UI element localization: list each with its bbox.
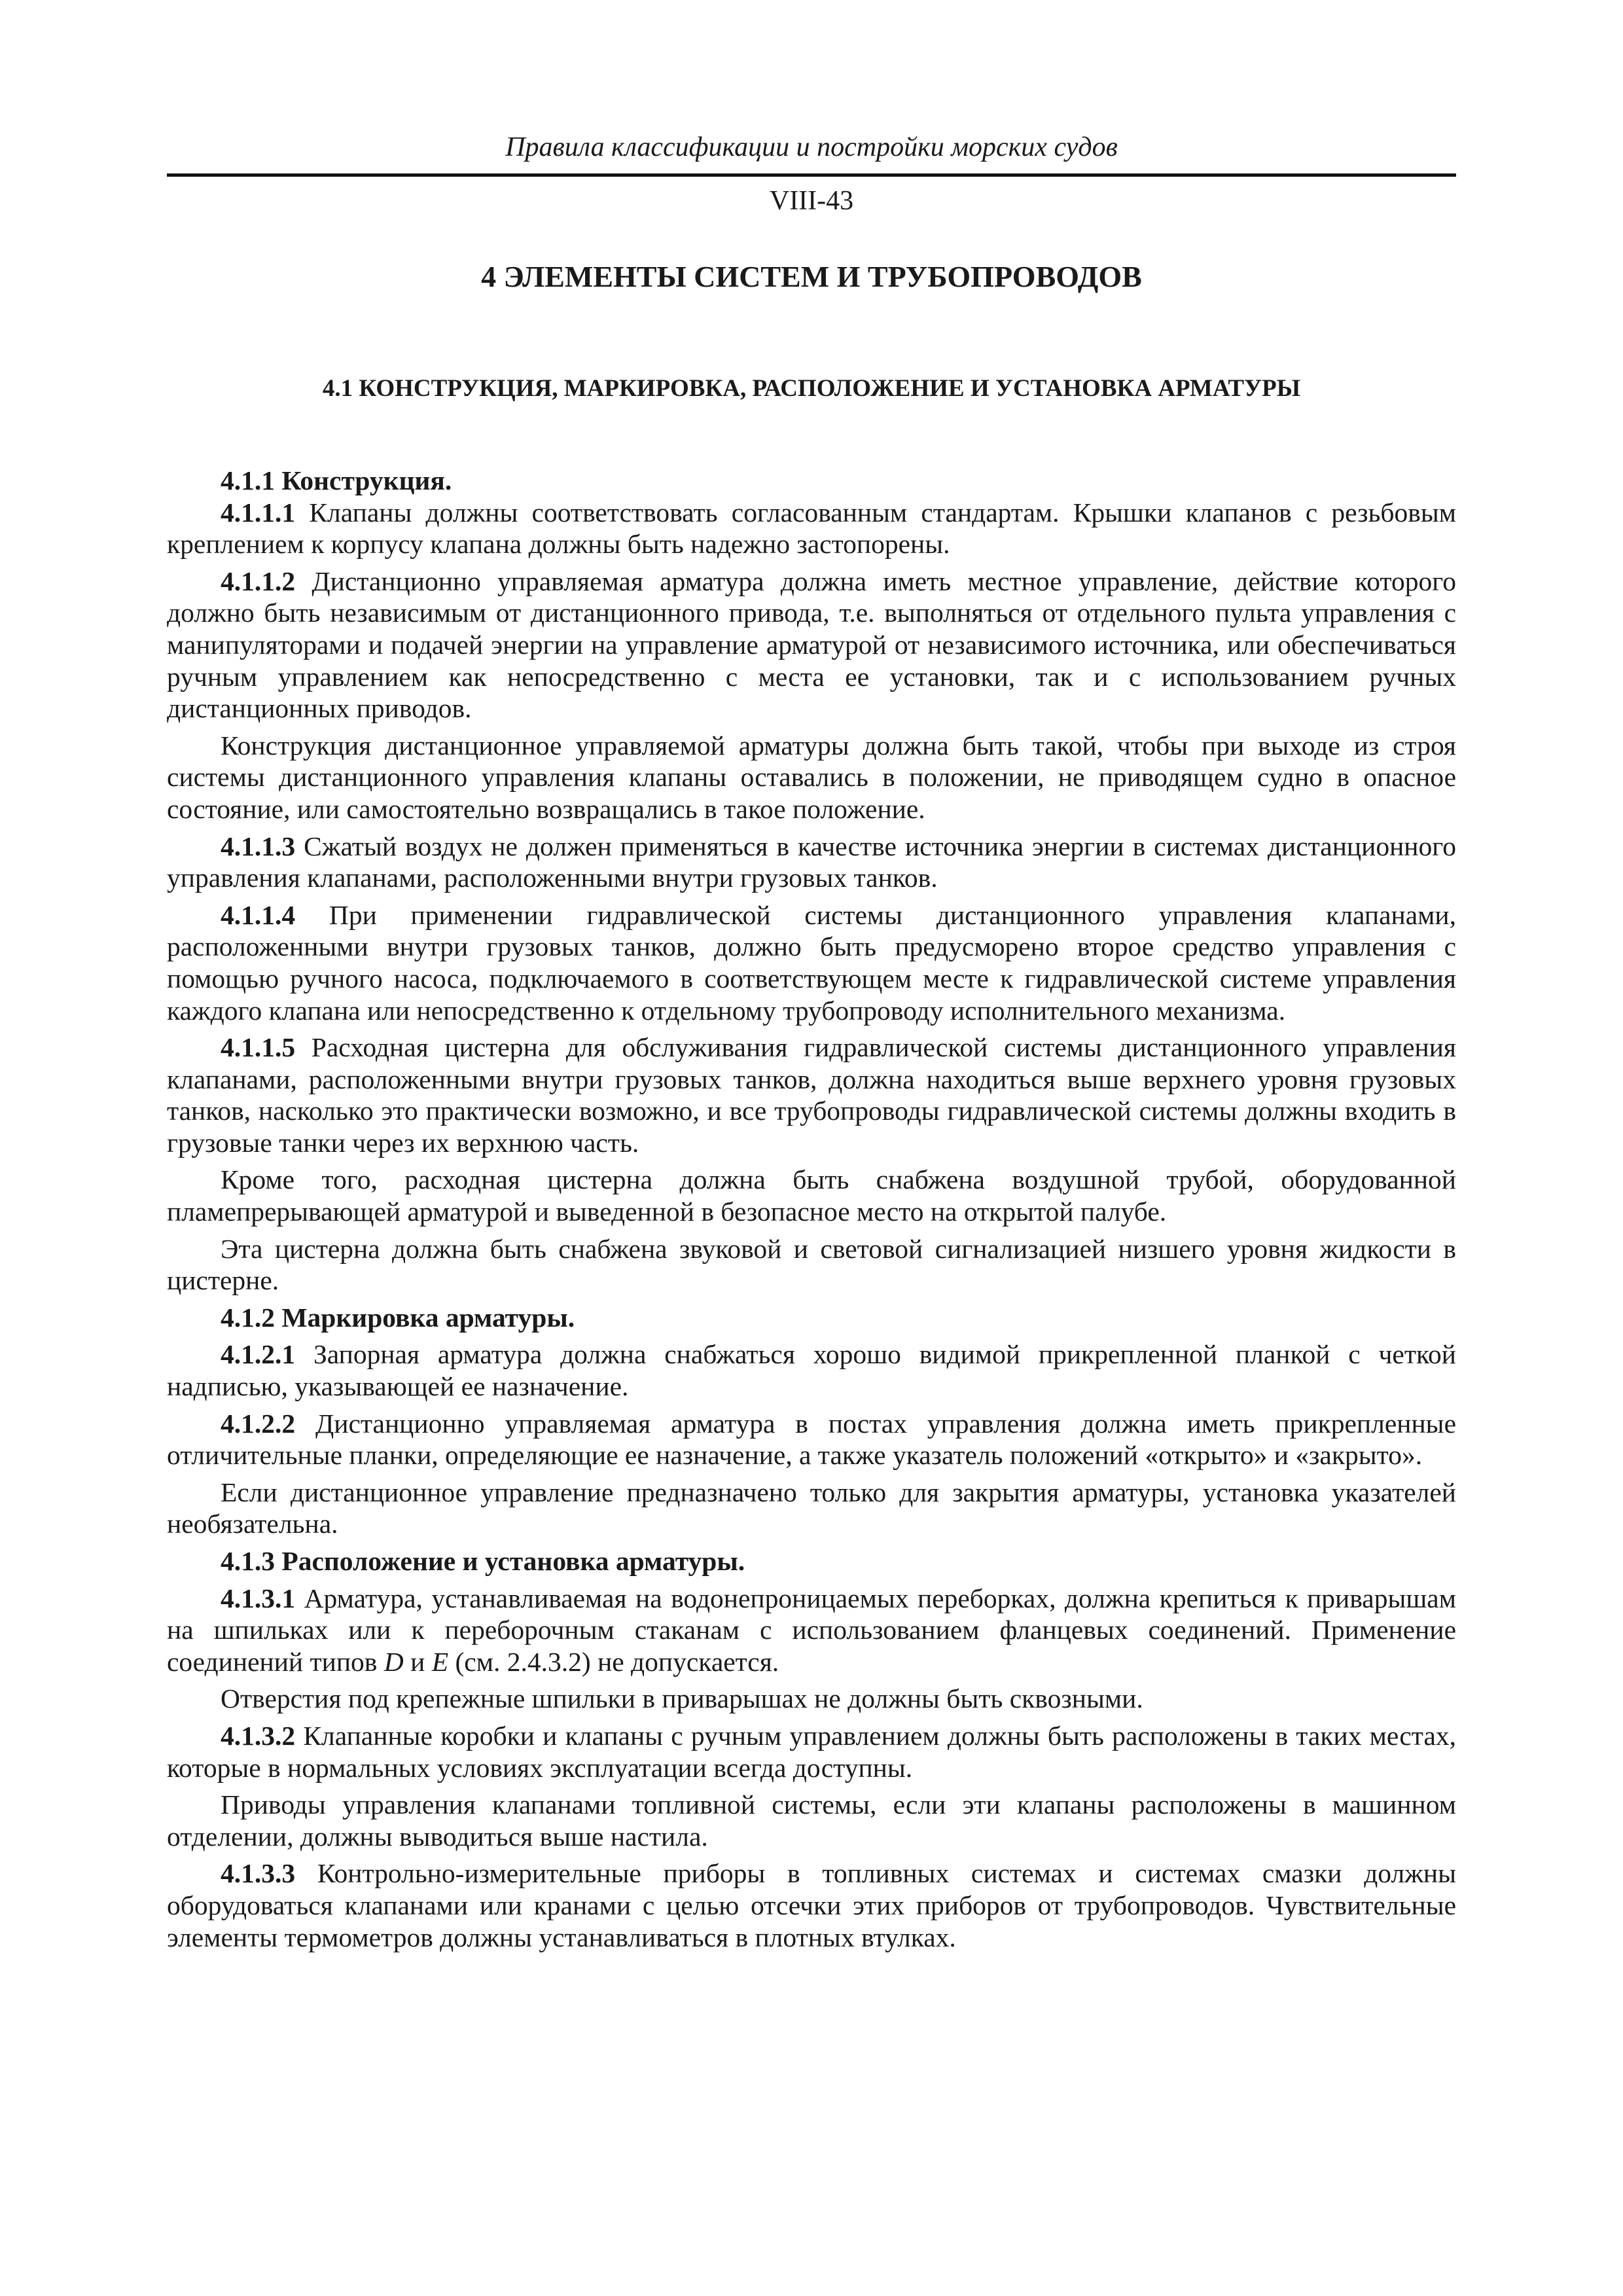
paragraph: [167, 1789, 1456, 1852]
subsection-heading-text: 4.1.1 Конструкция.: [221, 465, 452, 495]
clause-text: При применении гидравлической системы дистанционного управления клапанами, расположенными внутри грузовых танков, должно быть предусморено второе средство управления с помощью ручного насоса, подключаемого в соответствующем месте к гидравлической системе управления каждого клапана или непосредственно к отдельному трубопроводу исполнительного механизма.: [167, 899, 1456, 1026]
subsection-heading-text: 4.1.2 Маркировка арматуры.: [221, 1302, 575, 1333]
clause-text: (см. 2.4.3.2) не допускается.: [448, 1646, 779, 1677]
paragraph: [167, 1683, 1456, 1715]
clause-number: 4.1.2.1: [221, 1339, 296, 1370]
subsection-heading-4-1-1: [167, 465, 1456, 497]
subsection-heading-text: 4.1.3 Расположение и установка арматуры.: [221, 1546, 745, 1576]
paragraph: [167, 1477, 1456, 1540]
clause-number: 4.1.2.2: [221, 1408, 296, 1439]
clause-4-1-1-4: [167, 899, 1456, 1026]
subsection-heading-4-1-3: [167, 1545, 1456, 1577]
paragraph-text: Отверстия под крепежные шпильки в приварышах не должны быть сквозными.: [221, 1683, 1143, 1714]
clause-4-1-3-2: [167, 1720, 1456, 1784]
clause-text: Дистанционно управляемая арматура в постах управления должна иметь прикрепленные отличительные планки, определяющие ее назначение, а также указатель положений «открыто» и «закрыто».: [167, 1408, 1456, 1471]
clause-4-1-1-5: [167, 1031, 1456, 1158]
clause-number: 4.1.1.4: [221, 899, 296, 930]
clause-number: 4.1.1.3: [221, 831, 296, 861]
clause-text: Контрольно-измерительные приборы в топливных системах и системах смазки должны оборудоваться клапанами или кранами с целью отсечки этих приборов от трубопроводов. Чувствительные элементы термометров должны устанавливаться в плотных втулках.: [167, 1858, 1456, 1952]
paragraph: [167, 730, 1456, 825]
clause-4-1-1-2: [167, 565, 1456, 725]
running-header-title: Правила классификации и постройки морских судов: [505, 132, 1118, 162]
clause-4-1-3-3: [167, 1857, 1456, 1953]
paragraph-text: Эта цистерна должна быть снабжена звуковой и световой сигнализацией низшего уровня жидкости в цистерне.: [167, 1233, 1456, 1296]
paragraph: [167, 1164, 1456, 1227]
clause-number: 4.1.3.3: [221, 1858, 296, 1889]
subsection-heading-4-1-2: [167, 1302, 1456, 1334]
clause-text: Сжатый воздух не должен применяться в качестве источника энергии в системах дистанционного управления клапанами, расположенными внутри грузовых танков.: [167, 831, 1456, 893]
clause-text: Расходная цистерна для обслуживания гидравлической системы дистанционного управления клапанами, расположенными внутри грузовых танков, должна находиться выше верхнего уровня грузовых танков, насколько это практически возможно, и все трубопроводы гидравлической системы должны входить в грузовые танки через их верхнюю часть.: [167, 1032, 1456, 1158]
section-title: 4.1 КОНСТРУКЦИЯ, МАРКИРОВКА, РАСПОЛОЖЕНИЕ И УСТАНОВКА АРМАТУРЫ: [322, 375, 1301, 402]
header-rule: [167, 173, 1456, 177]
connection-type-e: E: [431, 1646, 449, 1677]
connection-type-d: D: [383, 1646, 404, 1677]
clause-text: Арматура, устанавливаемая на водонепроницаемых переборках, должна крепиться к приварышам на шпильках или к переборочным стаканам с использованием фланцевых соединений. Применение соединений типов: [167, 1583, 1456, 1677]
clause-4-1-2-1: [167, 1338, 1456, 1402]
clause-text: Дистанционно управляемая арматура должна иметь местное управление, действие которого должно быть независимым от дистанционного привода, т.е. выполняться от отдельного пульта управления с манипуляторами и подачей энергии на управление арматурой от независимого источника, или обеспечиваться ручным управлением как непосредственно с места ее установки, так и с использованием ручных дистанционных приводов.: [167, 565, 1456, 724]
clause-4-1-3-1: [167, 1583, 1456, 1678]
clause-text: Клапанные коробки и клапаны с ручным управлением должны быть расположены в таких местах, которые в нормальных условиях эксплуатации всегда доступны.: [167, 1720, 1456, 1783]
clause-4-1-1-1: [167, 497, 1456, 560]
paragraph-text: Кроме того, расходная цистерна должна быть снабжена воздушной трубой, оборудованной пламепрерывающей арматурой и выведенной в безопасное место на открытой палубе.: [167, 1164, 1456, 1227]
paragraph-text: Приводы управления клапанами топливной системы, если эти клапаны расположены в машинном отделении, должны выводиться выше настила.: [167, 1789, 1456, 1852]
clause-number: 4.1.1.2: [221, 565, 296, 596]
clause-text: и: [403, 1646, 432, 1677]
clause-number: 4.1.1.1: [221, 497, 296, 528]
body-text: [167, 465, 1456, 1953]
clause-number: 4.1.1.5: [221, 1032, 296, 1063]
clause-number: 4.1.3.2: [221, 1720, 296, 1751]
clause-number: 4.1.3.1: [221, 1583, 296, 1613]
paragraph-text: Если дистанционное управление предназначено только для закрытия арматуры, установка указателей необязательна.: [167, 1477, 1456, 1539]
chapter-title: 4 ЭЛЕМЕНТЫ СИСТЕМ И ТРУБОПРОВОДОВ: [481, 260, 1142, 293]
clause-4-1-1-3: [167, 831, 1456, 894]
page-number: VIII-43: [769, 186, 854, 216]
clause-4-1-2-2: [167, 1408, 1456, 1471]
paragraph: [167, 1233, 1456, 1297]
clause-text: Клапаны должны соответствовать согласованным стандартам. Крышки клапанов с резьбовым креплением к корпусу клапана должны быть надежно застопорены.: [167, 497, 1456, 560]
paragraph-text: Конструкция дистанционное управляемой арматуры должна быть такой, чтобы при выходе из строя системы дистанционного управления клапаны оставались в положении, не приводящем судно в опасное состояние, или самостоятельно возвращались в такое положение.: [167, 730, 1456, 824]
clause-text: Запорная арматура должна снабжаться хорошо видимой прикрепленной планкой с четкой надписью, указывающей ее назначение.: [167, 1339, 1456, 1402]
